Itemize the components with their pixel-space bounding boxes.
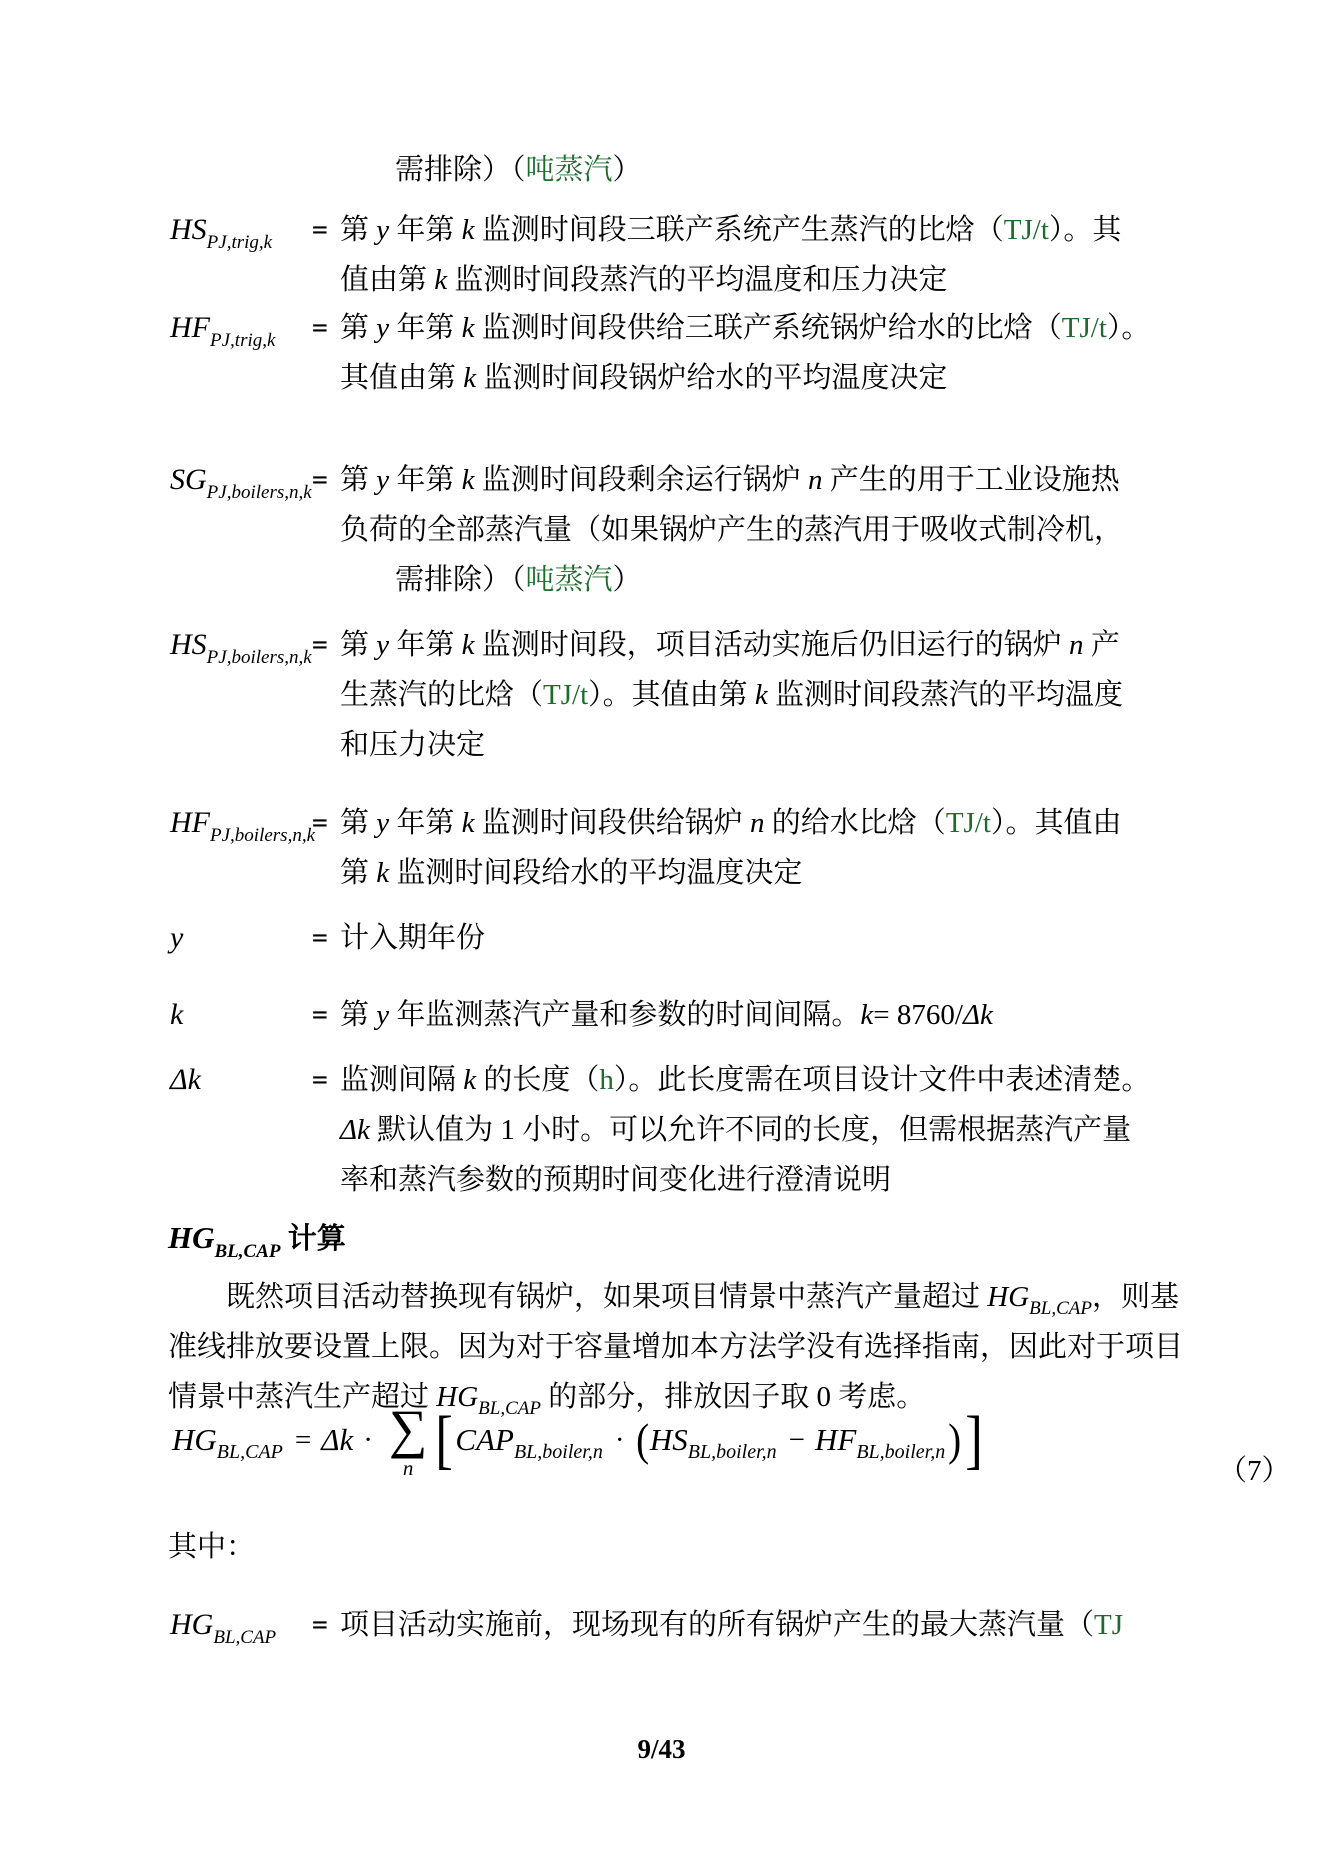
formula-cap: CAP: [455, 1422, 514, 1457]
formula-hs-subscript: BL,boiler,n: [687, 1440, 777, 1463]
text-segment: ，则基: [1091, 1281, 1179, 1313]
section-header-subscript: BL,CAP: [214, 1241, 281, 1262]
definition-text-line: [340, 990, 1233, 1040]
definition-row: [170, 205, 1233, 305]
variable-text: BL,CAP: [1029, 1298, 1092, 1319]
text-segment: 计入期年份: [340, 922, 486, 954]
definition-text-line: [340, 255, 1233, 305]
text-segment: 产: [1083, 629, 1120, 661]
variable-text: k: [754, 679, 768, 711]
text-segment: ）。其值由第: [588, 679, 755, 711]
definition-row: [170, 1055, 1233, 1205]
definition-term: [170, 620, 312, 674]
equals-sign: =: [312, 313, 328, 343]
definition-text: [340, 798, 1233, 898]
unit-text: TJ/t: [543, 679, 589, 711]
definition-term: [170, 303, 275, 357]
page-number: 9/43: [637, 1734, 686, 1764]
term-subscript: PJ,boilers,n,k: [206, 647, 312, 668]
text-segment: 监测时间段蒸汽的平均温度: [767, 679, 1124, 711]
text-segment: ）: [612, 154, 642, 186]
definition-text: [340, 1055, 1233, 1205]
unit-text: 吨蒸汽: [525, 154, 613, 186]
definition-term: [170, 205, 272, 259]
text-segment: 默认值为 1 小时。可以允许不同的长度，但需根据蒸汽产量: [369, 1114, 1132, 1146]
text-segment: 年监测蒸汽产量和参数的时间间隔。: [389, 999, 861, 1031]
text-segment: 需排除）（: [395, 154, 526, 186]
definition-text-line: [340, 1600, 1233, 1650]
definition-text-line: [340, 913, 1233, 963]
unit-text: h: [599, 1064, 614, 1096]
formula-cap-subscript: BL,boiler,n: [513, 1440, 603, 1463]
variable-text: k: [434, 264, 448, 296]
variable-text: k: [461, 464, 475, 496]
text-segment: 情景中蒸汽生产超过: [168, 1381, 437, 1413]
variable-text: k: [463, 362, 477, 394]
text-segment: ）。其: [1048, 214, 1122, 246]
definition-text-line: [340, 798, 1233, 848]
text-segment: 其值由第: [340, 362, 464, 394]
definition-text: [340, 1600, 1233, 1650]
paragraph-line: [168, 1272, 1193, 1322]
text-segment: 监测时间段给水的平均温度决定: [389, 857, 803, 889]
text-segment: 年第: [389, 214, 462, 246]
variable-text: y: [376, 312, 390, 344]
text-segment: 既然项目活动替换现有锅炉，如果项目情景中蒸汽产量超过: [226, 1281, 988, 1313]
section-header: [168, 1213, 346, 1263]
equals-sign: =: [312, 630, 328, 660]
variable-text: k: [461, 312, 475, 344]
unit-text: TJ/t: [945, 807, 991, 839]
definition-term: [170, 913, 183, 963]
text-segment: 监测时间段锅炉给水的平均温度决定: [476, 362, 948, 394]
term-symbol: Δk: [170, 1063, 201, 1096]
variable-text: HG: [987, 1281, 1030, 1313]
definition-text-line: [340, 848, 1233, 898]
text-segment: 监测时间段剩余运行锅炉: [474, 464, 809, 496]
unit-text: TJ/t: [1061, 312, 1107, 344]
text-segment: 准线排放要设置上限。因为对于容量增加本方法学没有选择指南，因此对于项目: [168, 1331, 1184, 1363]
definition-text: [340, 455, 1233, 605]
definition-term: [170, 1600, 276, 1654]
term-subscript: PJ,boilers,n,k: [206, 482, 312, 503]
term-subscript: BL,CAP: [213, 1627, 277, 1648]
variable-text: k: [461, 214, 475, 246]
text-segment: 第: [340, 807, 377, 839]
formula-cdot2: ·: [614, 1423, 625, 1456]
equals-sign: =: [312, 923, 328, 953]
text-segment: 率和蒸汽参数的预期时间变化进行澄清说明: [340, 1164, 892, 1196]
formula-hg: HG: [172, 1422, 217, 1457]
equals-sign: =: [312, 1610, 328, 1640]
variable-text: k: [461, 629, 475, 661]
variable-text: k: [860, 999, 874, 1031]
text-segment: 监测时间段三联产系统产生蒸汽的比焓（: [474, 214, 1004, 246]
definition-term: [170, 798, 315, 852]
formula-left-paren: (: [635, 1414, 649, 1465]
definition-row: [170, 1600, 1233, 1650]
variable-text: k: [463, 1064, 477, 1096]
text-segment: 第: [340, 214, 377, 246]
text-segment: 第: [340, 999, 377, 1031]
equals-sign: =: [312, 1065, 328, 1095]
definition-row: [170, 990, 1233, 1040]
variable-text: n: [808, 464, 823, 496]
paragraph-line: [168, 1322, 1193, 1372]
text-segment: 产生的用于工业设施热: [822, 464, 1120, 496]
text-segment: ）。此长度需在项目设计文件中表述清楚。: [613, 1064, 1151, 1096]
term-symbol: HF: [170, 311, 210, 344]
definition-row: [170, 303, 1233, 403]
variable-text: Δk: [340, 1114, 370, 1146]
definition-text: [340, 205, 1233, 305]
text-segment: ）: [612, 564, 642, 596]
text-segment: 年第: [389, 807, 462, 839]
text-segment: 监测时间段，项目活动实施后仍旧运行的锅炉: [474, 629, 1070, 661]
section-header-label: 计算: [280, 1223, 346, 1255]
definition-text-line: [340, 1155, 1233, 1205]
equals-sign: =: [312, 1000, 328, 1030]
continuation-line: [395, 145, 642, 195]
text-segment: 监测时间段蒸汽的平均温度和压力决定: [447, 264, 948, 296]
definition-row: [170, 455, 1233, 605]
text-segment: 年第: [389, 312, 462, 344]
text-segment: 的部分，排放因子取 0 考虑。: [540, 1381, 926, 1413]
text-segment: 第: [340, 464, 377, 496]
sigma-symbol: ∑: [388, 1399, 428, 1459]
unit-text: 吨蒸汽: [525, 564, 613, 596]
unit-text: TJ: [1094, 1609, 1124, 1641]
term-symbol: HS: [170, 628, 207, 661]
variable-text: Δk: [962, 999, 993, 1031]
definition-text-line: [340, 303, 1233, 353]
definition-text-line: [340, 555, 1233, 605]
text-segment: 值由第: [340, 264, 435, 296]
text-segment: ）。其值由: [990, 807, 1122, 839]
text-segment: 项目活动实施前，现场现有的所有锅炉产生的最大蒸汽量（: [340, 1609, 1095, 1641]
text-segment: 的给水比焓（: [764, 807, 946, 839]
definition-text-line: [340, 720, 1233, 770]
formula-right-paren: ): [948, 1414, 962, 1465]
formula-hf: HF: [815, 1422, 857, 1457]
variable-text: y: [376, 807, 390, 839]
text-segment: 生蒸汽的比焓（: [340, 679, 544, 711]
summation: [388, 1399, 428, 1480]
text-segment: 负荷的全部蒸汽量（如果锅炉产生的蒸汽用于吸收式制冷机，: [340, 514, 1124, 546]
formula-hf-subscript: BL,boiler,n: [856, 1440, 946, 1463]
term-symbol: k: [170, 998, 184, 1031]
formula-hg-subscript: BL,CAP: [216, 1440, 283, 1463]
text-segment: 监测间隔: [340, 1064, 464, 1096]
term-symbol: HS: [170, 213, 207, 246]
formula-minus: −: [788, 1423, 806, 1456]
text-segment: 第: [340, 312, 377, 344]
equals-sign: =: [312, 465, 328, 495]
formula-right-bracket: ]: [964, 1403, 983, 1476]
where-label: 其中：: [168, 1531, 256, 1563]
variable-text: k: [461, 807, 475, 839]
term-symbol: y: [170, 921, 184, 954]
definition-text-line: [340, 670, 1233, 720]
text-segment: 监测时间段供给三联产系统锅炉给水的比焓（: [474, 312, 1062, 344]
variable-text: y: [376, 214, 390, 246]
term-subscript: PJ,boilers,n,k: [210, 825, 316, 846]
formula-cdot: ·: [363, 1423, 373, 1456]
term-subscript: PJ,trig,k: [206, 232, 273, 253]
text-segment: 的长度（: [476, 1064, 600, 1096]
equation-number: （7）: [1218, 1455, 1291, 1487]
text-segment: 第: [340, 629, 377, 661]
section-header-variable: HG: [168, 1220, 215, 1255]
text-segment: = 8760/: [873, 999, 963, 1031]
text-segment: 年第: [389, 629, 462, 661]
definition-text: [340, 913, 1233, 963]
text-segment: 需排除）（: [395, 564, 526, 596]
definition-row: [170, 798, 1233, 898]
term-symbol: SG: [170, 463, 207, 496]
formula-left-bracket: [: [435, 1403, 454, 1476]
definition-text-line: [340, 353, 1233, 403]
definition-term: [170, 455, 312, 509]
definition-term: [170, 1055, 201, 1105]
variable-text: y: [376, 629, 390, 661]
definition-text-line: [340, 505, 1233, 555]
definition-text: [340, 303, 1233, 403]
definition-text-line: [340, 620, 1233, 670]
text-segment: 和压力决定: [340, 729, 486, 761]
variable-text: y: [376, 999, 390, 1031]
equals-sign: =: [312, 808, 328, 838]
variable-text: n: [1069, 629, 1084, 661]
unit-text: TJ/t: [1003, 214, 1049, 246]
definition-text-line: [340, 205, 1233, 255]
text-segment: 监测时间段供给锅炉: [474, 807, 751, 839]
equation-7: [172, 1399, 985, 1480]
term-symbol: HF: [170, 806, 210, 839]
sigma-index: n: [402, 1456, 414, 1480]
variable-text: HG: [436, 1381, 479, 1413]
variable-text: BL,CAP: [478, 1398, 541, 1419]
definition-row: [170, 620, 1233, 770]
definition-row: [170, 913, 1233, 963]
definition-text: [340, 990, 1233, 1040]
definition-term: [170, 990, 183, 1040]
variable-text: y: [376, 464, 390, 496]
text-segment: 第: [340, 857, 377, 889]
formula-equals: =: [294, 1423, 312, 1456]
formula-hs: HS: [649, 1422, 688, 1457]
variable-text: k: [376, 857, 390, 889]
definition-text-line: [340, 1055, 1233, 1105]
term-symbol: HG: [170, 1608, 214, 1641]
term-subscript: PJ,trig,k: [210, 330, 276, 351]
formula-delta-k: Δk: [321, 1422, 354, 1457]
text-segment: 年第: [389, 464, 462, 496]
definition-text-line: [340, 1105, 1233, 1155]
definition-text: [340, 620, 1233, 770]
definition-text-line: [340, 455, 1233, 505]
body-paragraph: [168, 1272, 1193, 1422]
variable-text: n: [750, 807, 765, 839]
text-segment: ）。: [1106, 312, 1151, 344]
equals-sign: =: [312, 215, 328, 245]
